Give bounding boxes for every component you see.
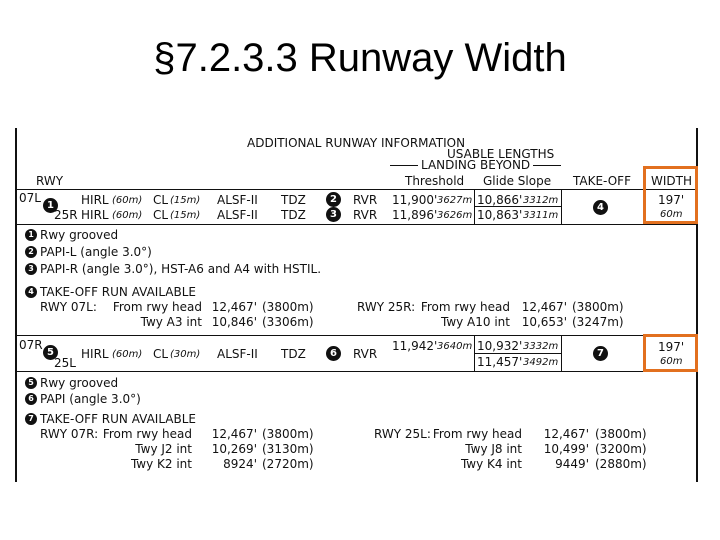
- note-badge-4: 4: [25, 286, 37, 298]
- tora-from: From rwy head: [112, 300, 202, 314]
- glide-slope-column-rule: [561, 336, 562, 371]
- cl-spacing: (30m): [170, 349, 201, 360]
- tora-meters: (3800m): [595, 427, 647, 441]
- threshold-meters: 3626m: [437, 210, 473, 221]
- tora-from: Twy A3 int: [140, 315, 202, 329]
- tora-from: Twy J2 int: [135, 442, 192, 456]
- glide-slope-column-rule: [561, 190, 562, 224]
- runway-width-meters: 60m: [660, 209, 683, 220]
- width-highlight-box: [643, 334, 698, 372]
- glide-slope-header: Glide Slope: [483, 174, 552, 188]
- threshold-meters: 3627m: [437, 195, 473, 206]
- cl-label: CL: [153, 347, 169, 361]
- glide-slope-meters: 3312m: [523, 195, 559, 206]
- glide-slope-meters: 3311m: [523, 210, 559, 221]
- rwy-header: RWY: [36, 174, 64, 188]
- rvr-label: RVR: [353, 208, 378, 222]
- tora-runway-label: RWY 07R:: [40, 427, 99, 441]
- note-badge-5: 5: [43, 345, 58, 360]
- tora-from: From rwy head: [432, 427, 522, 441]
- width-header: WIDTH: [651, 174, 692, 188]
- hirl-spacing: (60m): [112, 195, 143, 206]
- runway-07r-label: 07R: [19, 338, 43, 352]
- note-badge-4: 4: [593, 200, 608, 215]
- tora-feet: 12,467': [211, 427, 257, 441]
- hirl-label: HIRL: [81, 347, 109, 361]
- row-rule: [17, 335, 698, 336]
- approach-lights: ALSF-II: [217, 208, 258, 222]
- row-rule: [17, 224, 698, 225]
- glide-slope-meters: 3332m: [523, 341, 559, 352]
- glide-slope-feet: 11,457': [477, 355, 523, 369]
- tora-feet: 12,467': [521, 300, 567, 314]
- glide-slope-feet: 10,866': [477, 193, 523, 207]
- hirl-spacing: (60m): [112, 349, 143, 360]
- hirl-spacing: (60m): [112, 210, 143, 221]
- runway-25l-label: 25L: [54, 356, 76, 370]
- threshold-header: Threshold: [405, 174, 465, 188]
- glide-slope-divider: [475, 353, 561, 354]
- tora-runway-label: RWY 25R:: [357, 300, 416, 314]
- landing-beyond-rule-right: [533, 165, 561, 166]
- threshold-meters: 3640m: [437, 341, 473, 352]
- tora-feet: 8924': [223, 457, 257, 471]
- tora-meters: (3200m): [595, 442, 647, 456]
- threshold-feet: 11,896': [392, 208, 438, 222]
- tdz-label: TDZ: [281, 208, 306, 222]
- cl-spacing: (15m): [170, 195, 201, 206]
- note-badge-6: 6: [25, 393, 37, 405]
- glide-slope-feet: 10,863': [477, 208, 523, 222]
- note-badge-2: 2: [25, 246, 37, 258]
- note-badge-2: 2: [326, 192, 341, 207]
- approach-lights: ALSF-II: [217, 193, 258, 207]
- usable-lengths-label: USABLE LENGTHS: [447, 147, 555, 161]
- tora-feet: 9449': [555, 457, 589, 471]
- landing-beyond-rule-left: [390, 165, 418, 166]
- note-text: PAPI (angle 3.0°): [40, 392, 141, 406]
- cl-spacing: (15m): [170, 210, 201, 221]
- note-text: TAKE-OFF RUN AVAILABLE: [40, 285, 196, 299]
- note-text: PAPI-R (angle 3.0°), HST-A6 and A4 with HSTIL.: [40, 262, 322, 276]
- note-badge-7: 7: [593, 346, 608, 361]
- note-badge-6: 6: [326, 346, 341, 361]
- tora-feet: 10,269': [211, 442, 257, 456]
- chart-title: ADDITIONAL RUNWAY INFORMATION: [247, 136, 466, 150]
- tora-from: From rwy head: [420, 300, 510, 314]
- tora-meters: (3800m): [572, 300, 624, 314]
- tora-feet: 10,653': [521, 315, 567, 329]
- note-badge-3: 3: [25, 263, 37, 275]
- row-rule: [17, 371, 698, 372]
- tdz-label: TDZ: [281, 193, 306, 207]
- cl-label: CL: [153, 193, 169, 207]
- tora-meters: (3306m): [262, 315, 314, 329]
- tora-from: Twy K2 int: [130, 457, 192, 471]
- threshold-feet: 11,942': [392, 339, 438, 353]
- tora-feet: 10,846': [211, 315, 257, 329]
- landing-beyond-label: LANDING BEYOND: [421, 158, 531, 172]
- note-text: Rwy grooved: [40, 376, 119, 390]
- tdz-label: TDZ: [281, 347, 306, 361]
- note-badge-1: 1: [43, 198, 58, 213]
- note-badge-5: 5: [25, 377, 37, 389]
- runway-25r-label: 25R: [54, 208, 78, 222]
- glide-slope-column-rule: [474, 190, 475, 224]
- glide-slope-column-rule: [474, 336, 475, 371]
- tora-feet: 10,499': [543, 442, 589, 456]
- slide-title: §7.2.3.3 Runway Width: [153, 36, 567, 80]
- hirl-label: HIRL: [81, 208, 109, 222]
- tora-meters: (3247m): [572, 315, 624, 329]
- note-badge-3: 3: [326, 207, 341, 222]
- approach-lights: ALSF-II: [217, 347, 258, 361]
- tora-meters: (2880m): [595, 457, 647, 471]
- note-badge-7: 7: [25, 413, 37, 425]
- runway-width-feet: 197': [658, 340, 685, 354]
- width-highlight-box: [643, 166, 698, 224]
- note-text: PAPI-L (angle 3.0°): [40, 245, 152, 259]
- header-rule: [17, 189, 698, 190]
- rvr-label: RVR: [353, 193, 378, 207]
- cl-label: CL: [153, 208, 169, 222]
- runway-07l-label: 07L: [19, 191, 41, 205]
- tora-meters: (2720m): [262, 457, 314, 471]
- tora-from: Twy A10 int: [440, 315, 510, 329]
- tora-from: Twy J8 int: [465, 442, 522, 456]
- threshold-feet: 11,900': [392, 193, 438, 207]
- tora-meters: (3800m): [262, 427, 314, 441]
- glide-slope-meters: 3492m: [523, 357, 559, 368]
- tora-meters: (3130m): [262, 442, 314, 456]
- note-text: TAKE-OFF RUN AVAILABLE: [40, 412, 196, 426]
- takeoff-header: TAKE-OFF: [573, 174, 631, 188]
- tora-runway-label: RWY 25L:: [374, 427, 431, 441]
- runway-info-chart: [15, 128, 698, 482]
- runway-width-meters: 60m: [660, 356, 683, 367]
- tora-feet: 12,467': [211, 300, 257, 314]
- hirl-label: HIRL: [81, 193, 109, 207]
- tora-from: Twy K4 int: [460, 457, 522, 471]
- note-text: Rwy grooved: [40, 228, 119, 242]
- glide-slope-feet: 10,932': [477, 339, 523, 353]
- tora-from: From rwy head: [102, 427, 192, 441]
- note-badge-1: 1: [25, 229, 37, 241]
- tora-runway-label: RWY 07L:: [40, 300, 97, 314]
- tora-feet: 12,467': [543, 427, 589, 441]
- glide-slope-divider: [475, 206, 561, 207]
- runway-width-feet: 197': [658, 193, 685, 207]
- rvr-label: RVR: [353, 347, 378, 361]
- tora-meters: (3800m): [262, 300, 314, 314]
